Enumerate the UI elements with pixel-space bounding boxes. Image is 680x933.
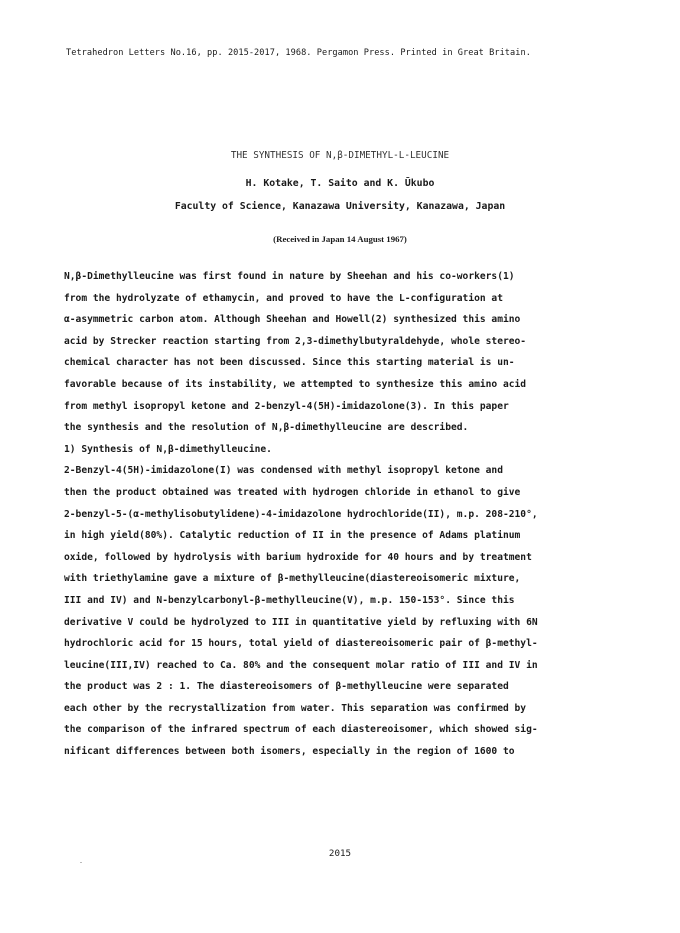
running-header: Tetrahedron Letters No.16, pp. 2015-2017, 1968. Pergamon Press. Printed in Great Britain. xyxy=(66,48,531,58)
body-line: acid by Strecker reaction starting from 2,3-dimethylbutyraldehyde, whole stereo- xyxy=(64,335,527,347)
body-line: with triethylamine gave a mixture of β-methylleucine(diastereoisomeric mixture, xyxy=(64,573,521,585)
body-line: then the product obtained was treated with hydrogen chloride in ethanol to give xyxy=(64,486,521,498)
body-line: nificant differences between both isomers, especially in the region of 1600 to xyxy=(64,746,515,758)
body-line: favorable because of its instability, we attempted to synthesize this amino acid xyxy=(64,378,527,390)
body-line: III and IV) and N-benzylcarbonyl-β-methylleucine(V), m.p. 150-153°. Since this xyxy=(64,594,515,606)
body-line: from the hydrolyzate of ethamycin, and proved to have the L-configuration at xyxy=(64,292,503,304)
received-date: (Received in Japan 14 August 1967) xyxy=(273,234,407,244)
author-affiliation: Faculty of Science, Kanazawa University, Kanazawa, Japan xyxy=(174,201,506,212)
body-line: each other by the recrystallization from water. This separation was confirmed by xyxy=(64,702,527,714)
body-line: from methyl isopropyl ketone and 2-benzyl-4(5H)-imidazolone(3). In this paper xyxy=(64,400,509,412)
author-list: H. Kotake, T. Saito and K. Ūkubo xyxy=(245,178,435,189)
body-line: 2-Benzyl-4(5H)-imidazolone(I) was condensed with methyl isopropyl ketone and xyxy=(64,465,503,477)
body-line: N,β-Dimethylleucine was first found in nature by Sheehan and his co-workers(1) xyxy=(64,271,515,282)
body-line: oxide, followed by hydrolysis with barium hydroxide for 40 hours and by treatment xyxy=(64,551,532,563)
body-line: chemical character has not been discussed. Since this starting material is un- xyxy=(64,357,515,369)
body-line: the synthesis and the resolution of N,β-dimethylleucine are described. xyxy=(64,422,469,434)
body-line: derivative V could be hydrolyzed to III in quantitative yield by refluxing with 6N xyxy=(64,616,538,628)
scan-speck xyxy=(80,862,82,863)
body-line: the product was 2 : 1. The diastereoisomers of β-methylleucine were separated xyxy=(64,681,509,693)
body-line: in high yield(80%). Catalytic reduction of II in the presence of Adams platinum xyxy=(64,530,521,542)
body-line: leucine(III,IV) reached to Ca. 80% and the consequent molar ratio of III and IV in xyxy=(64,659,538,671)
section-heading: 1) Synthesis of N,β-dimethylleucine. xyxy=(64,443,272,455)
body-line: α-asymmetric carbon atom. Although Sheehan and Howell(2) synthesized this amino xyxy=(64,314,521,326)
page-number: 2015 xyxy=(328,848,352,859)
body-line: hydrochloric acid for 15 hours, total yield of diastereoisomeric pair of β-methyl- xyxy=(64,638,538,650)
article-body xyxy=(64,266,624,763)
body-line: 2-benzyl-5-(α-methylisobutylidene)-4-imidazolone hydrochloride(II), m.p. 208-210°, xyxy=(64,508,538,520)
body-line: the comparison of the infrared spectrum of each diastereoisomer, which showed sig- xyxy=(64,724,538,736)
article-title: THE SYNTHESIS OF N,β-DIMETHYL-L-LEUCINE xyxy=(230,150,450,161)
